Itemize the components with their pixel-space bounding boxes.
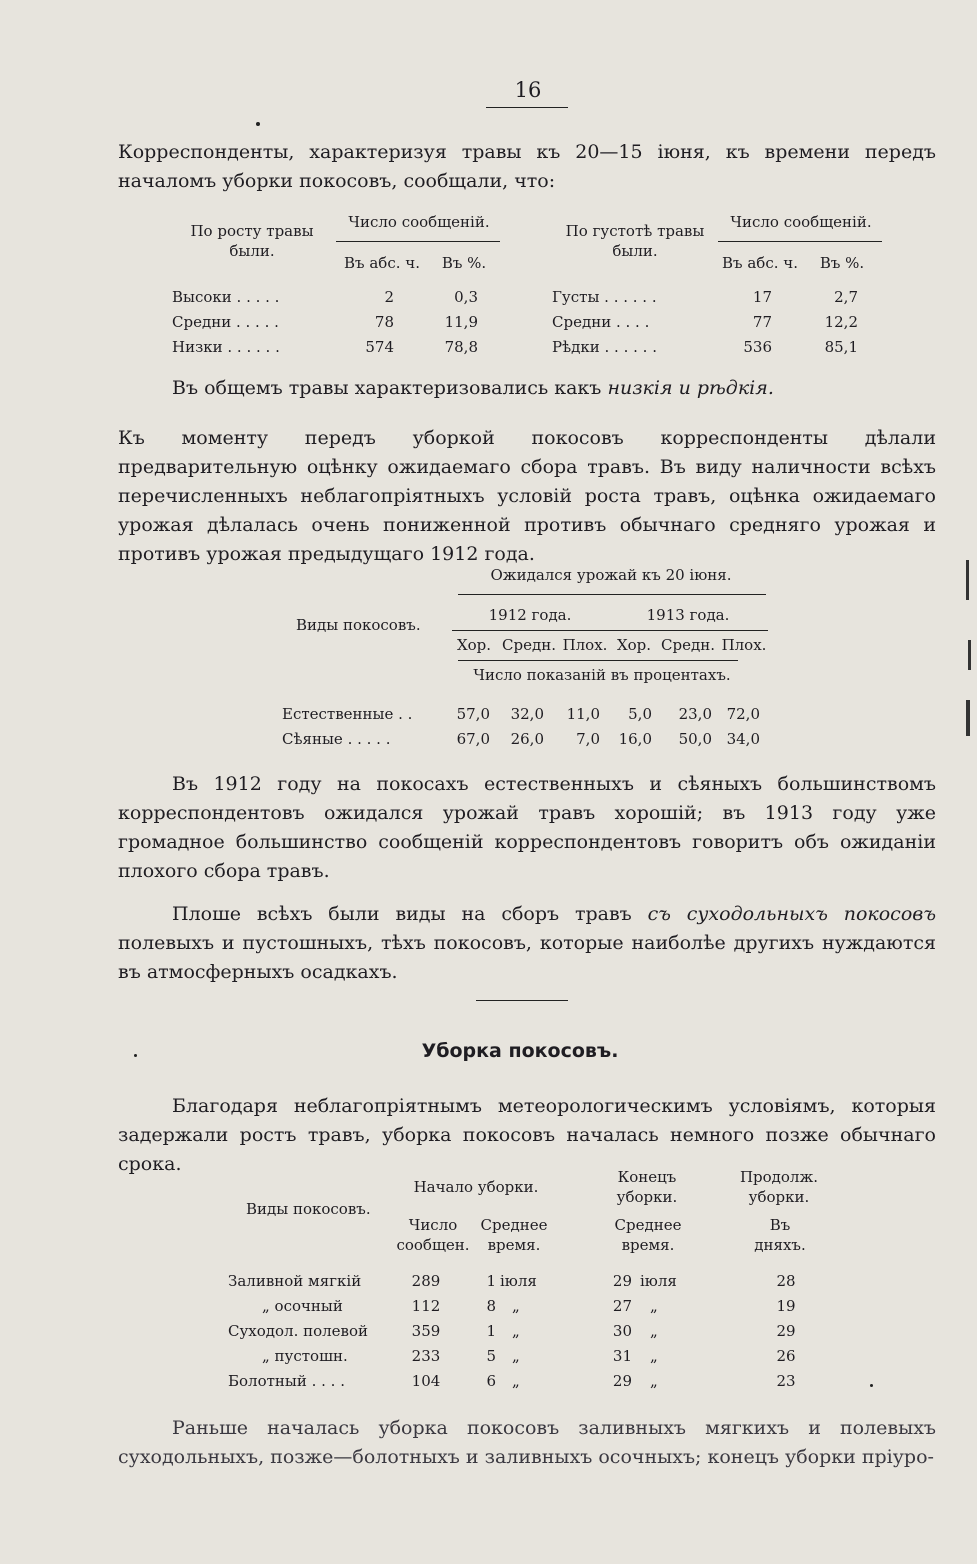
harvest-end-header-1: Конецъ [617, 1168, 677, 1186]
harvest-col-count-1: Число [408, 1216, 458, 1234]
growth-pct: 78,8 [444, 338, 478, 356]
growth-pct: 11,9 [444, 313, 478, 331]
harvest-end-month: „ [650, 1322, 658, 1340]
harvest-row-label: „ пустошн. [262, 1347, 348, 1365]
expected-value: 50,0 [678, 730, 712, 748]
harvest-end-month: іюля [640, 1272, 677, 1290]
speck [870, 1384, 873, 1387]
speck [134, 1054, 137, 1057]
harvest-count: 359 [411, 1322, 441, 1340]
dryland-italic: съ суходольныхъ покосовъ [647, 903, 936, 925]
expected-value: 34,0 [726, 730, 760, 748]
harvest-count: 112 [411, 1297, 441, 1315]
expected-value: 57,0 [456, 705, 490, 723]
harvest-start-month: „ [512, 1372, 520, 1390]
density-abs: 536 [743, 338, 772, 356]
density-col-abs: Въ абс. ч. [722, 254, 798, 272]
growth-title-2: были. [229, 242, 275, 260]
harvest-start-day: 6 [486, 1372, 496, 1390]
density-brace [718, 241, 882, 250]
harvest-end-day: 29 [612, 1272, 632, 1290]
harvest-start-day: 1 [486, 1272, 496, 1290]
page-number: 16 [514, 78, 542, 102]
growth-col-abs: Въ абс. ч. [344, 254, 420, 272]
growth-pct: 0,3 [454, 288, 478, 306]
harvest-end-day: 30 [612, 1322, 632, 1340]
density-pct: 12,2 [824, 313, 858, 331]
density-group: Число сообщеній. [730, 213, 872, 231]
intro-paragraph: Корреспонденты, характеризуя травы къ 20—15 іюня, къ времени передъ началомъ уборки покосовъ, сообщали, что: [118, 141, 936, 192]
harvest-count: 289 [411, 1272, 441, 1290]
expected-value: 11,0 [566, 705, 600, 723]
expected-value: 23,0 [678, 705, 712, 723]
expected-sub: Плох. [721, 636, 767, 654]
expected-value: 32,0 [510, 705, 544, 723]
growth-label: Высоки . . . . . [172, 288, 280, 306]
harvest-kinds-label: Виды покосовъ. [246, 1200, 371, 1218]
harvest-start-day: 1 [486, 1322, 496, 1340]
summary-italic: низкія и рѣдкія. [607, 377, 774, 399]
expected-value: 7,0 [576, 730, 600, 748]
harvest-days: 29 [776, 1322, 796, 1340]
expected-top-brace [458, 594, 766, 603]
expected-value: 5,0 [628, 705, 652, 723]
harvest-dur-header-1: Продолж. [739, 1168, 819, 1186]
expected-row-label: Сѣяные . . . . . [282, 730, 391, 748]
harvest-end-day: 29 [612, 1372, 632, 1390]
harvest-col-avg-2: время. [487, 1236, 541, 1254]
harvest-end-month: „ [650, 1347, 658, 1365]
density-label: Средни . . . . [552, 313, 650, 331]
harvest-col-days-1: Въ [769, 1216, 791, 1234]
harvest-end-month: „ [650, 1297, 658, 1315]
expected-value: 16,0 [618, 730, 652, 748]
harvest-count: 233 [411, 1347, 441, 1365]
expected-sub: Хор. [616, 636, 652, 654]
dryland-text-2: полевыхъ и пустошныхъ, тѣхъ покосовъ, которые наиболѣе другихъ нуждаются въ атмосферныхъ осадкахъ. [118, 932, 936, 983]
expected-sub: Средн. [661, 636, 715, 654]
harvest-dur-header-2: уборки. [748, 1188, 810, 1206]
closing-paragraph: Раньше началась уборка покосовъ заливныхъ мягкихъ и полевыхъ суходольныхъ, позже—болотныхъ и заливныхъ осочныхъ; конецъ уборки пріуро- [118, 1417, 936, 1468]
harvest-days: 23 [776, 1372, 796, 1390]
growth-label: Средни . . . . . [172, 313, 279, 331]
density-title-2: были. [612, 242, 658, 260]
harvest-end-month: „ [650, 1372, 658, 1390]
growth-abs: 78 [374, 313, 394, 331]
expected-sub: Плох. [562, 636, 608, 654]
harvest-paragraph: Благодаря неблагопріятнымъ метеорологическимъ условіямъ, которыя задержали ростъ травъ, уборка покосовъ началась немного позже обычнаго срока. [118, 1095, 936, 1175]
harvest-row-label: „ осочный [262, 1297, 343, 1315]
forecast-paragraph: Къ моменту передъ уборкой покосовъ корреспонденты дѣлали предварительную оцѣнку ожидаемаго сбора травъ. Въ виду наличности всѣхъ перечисленныхъ неблагопріятныхъ условій роста травъ, оцѣнка ожидаемаго урожая дѣлалась очень пониженной противъ обычнаго средняго урожая и противъ урожая предыдущаго 1912 года. [118, 427, 936, 565]
density-title-1: По густотѣ травы [565, 222, 705, 240]
harvest-start-day: 5 [486, 1347, 496, 1365]
density-label: Рѣдки . . . . . . [552, 338, 657, 356]
harvest-row-label: Заливной мягкій [228, 1272, 362, 1290]
harvest-end-day: 27 [612, 1297, 632, 1315]
harvest-end-header-2: уборки. [616, 1188, 678, 1206]
page-edge-mark [966, 700, 970, 736]
expected-row-label: Естественные . . [282, 705, 413, 723]
dryland-paragraph [118, 900, 936, 987]
harvest-row-label: Суходол. полевой [228, 1322, 369, 1340]
density-pct: 2,7 [834, 288, 858, 306]
harvest-start-month: „ [512, 1297, 520, 1315]
harvest-start-header: Начало уборки. [413, 1178, 539, 1196]
expected-value: 67,0 [456, 730, 490, 748]
expected-year-1913: 1913 года. [646, 606, 730, 624]
speck [256, 122, 260, 126]
harvest-start-day: 8 [486, 1297, 496, 1315]
harvest-days: 19 [776, 1297, 796, 1315]
harvest-start-month: іюля [500, 1272, 537, 1290]
harvest-start-month: „ [512, 1347, 520, 1365]
growth-brace [336, 241, 500, 250]
growth-abs: 574 [365, 338, 394, 356]
harvest-col-avg-1: Среднее [480, 1216, 548, 1234]
harvest-days: 26 [776, 1347, 796, 1365]
dryland-text-1: Плоше всѣхъ были виды на сборъ травъ [172, 903, 632, 925]
growth-col-pct: Въ %. [441, 254, 487, 272]
expected-value: 72,0 [726, 705, 760, 723]
growth-label: Низки . . . . . . [172, 338, 280, 356]
expected-top-header: Ожидался урожай къ 20 іюня. [490, 566, 732, 584]
density-col-pct: Въ %. [819, 254, 865, 272]
density-label: Густы . . . . . . [552, 288, 657, 306]
summary-text: Въ общемъ травы характеризовались какъ [172, 377, 602, 399]
growth-abs: 2 [384, 288, 394, 306]
harvest-col-endavg-1: Среднее [614, 1216, 682, 1234]
page-edge-mark [968, 640, 971, 670]
harvest-start-month: „ [512, 1322, 520, 1340]
page-number-rule [486, 107, 568, 108]
density-abs: 17 [752, 288, 772, 306]
summary-line [172, 374, 932, 403]
expected-sub: Средн. [502, 636, 556, 654]
harvest-col-count-2: сообщен. [396, 1236, 470, 1254]
expected-sub: Хор. [456, 636, 492, 654]
page-edge-mark [966, 560, 969, 600]
growth-group: Число сообщеній. [348, 213, 490, 231]
harvest-col-endavg-2: время. [621, 1236, 675, 1254]
density-abs: 77 [752, 313, 772, 331]
harvest-end-day: 31 [612, 1347, 632, 1365]
expected-year-1912: 1912 года. [488, 606, 572, 624]
growth-title-1: По росту травы [190, 222, 314, 240]
expected-kinds-label: Виды покосовъ. [296, 616, 421, 634]
harvest-row-label: Болотный . . . . [228, 1372, 345, 1390]
expected-year-rule [452, 630, 768, 631]
harvest-count: 104 [411, 1372, 441, 1390]
section-separator [476, 1000, 568, 1001]
expectation-paragraph: Въ 1912 году на покосахъ естественныхъ и сѣяныхъ большинствомъ корреспондентовъ ожидался урожай травъ хорошій; въ 1913 году уже громадное большинство сообщеній корреспондентовъ говоритъ объ ожиданіи плохого сбора травъ. [118, 773, 936, 882]
section-heading: Уборка покосовъ. [421, 1040, 619, 1062]
expected-value: 26,0 [510, 730, 544, 748]
harvest-days: 28 [776, 1272, 796, 1290]
density-pct: 85,1 [824, 338, 858, 356]
harvest-col-days-2: дняхъ. [754, 1236, 806, 1254]
expected-bottom-header: Число показаній въ процентахъ. [473, 666, 731, 684]
